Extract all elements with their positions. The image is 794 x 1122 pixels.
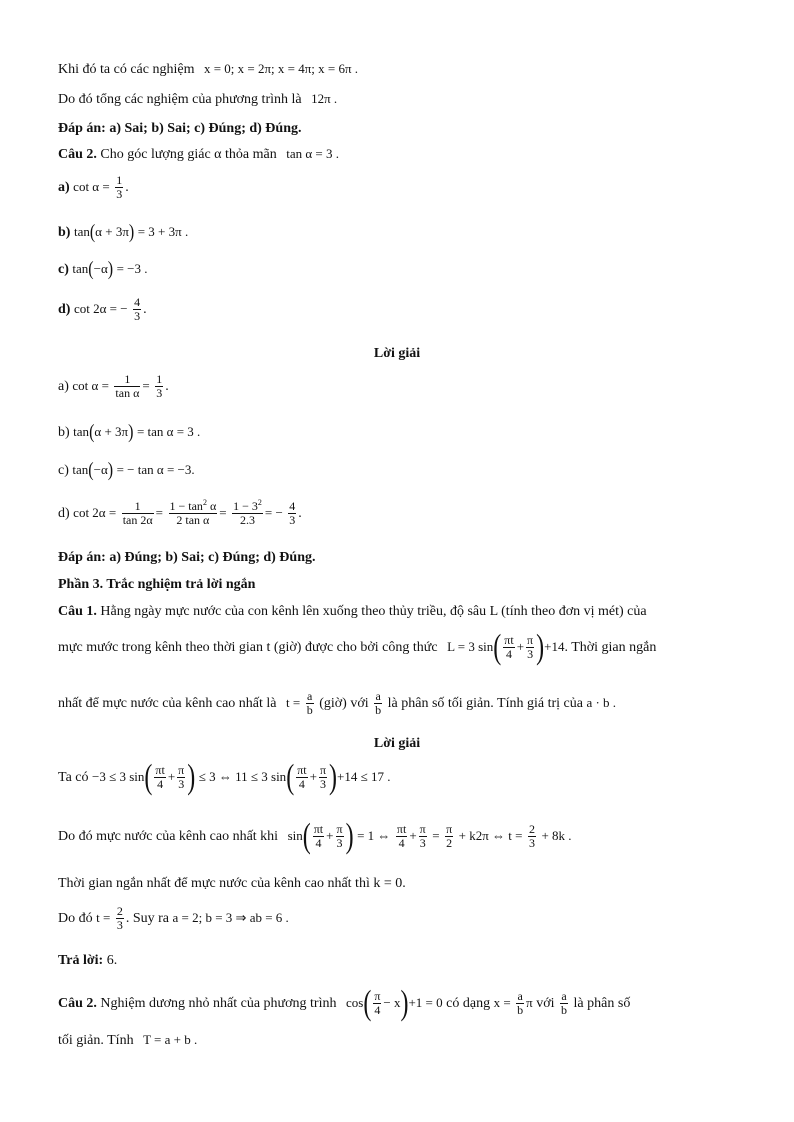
- sum-of-roots-line: Do đó tổng các nghiệm của phương trình là 12π .: [58, 91, 338, 107]
- fraction: $\frac{\pi t}{4}$: [155, 763, 165, 792]
- fraction: $\frac{\pi}{2}$: [446, 822, 453, 851]
- solution-1-line-2: Do đó mực nước của kênh cao nhất khi sin( $\frac{\pi t}{4}$ + $\frac{\pi}{3}$ ) = 1 ⇔ $\frac{\pi t}{4}$ + $\frac{\pi}{3}$ = $\frac{\pi}{2}$ + k2π ⇔ t = $\frac{2}{3}$ + 8k .: [58, 817, 572, 856]
- fraction: $\frac{\pi t}{4}$: [504, 633, 514, 662]
- part3-question-1-line-2: mực mước trong kênh theo thời gian t (giờ) được cho bởi công thức L = 3 sin( $\frac{\pi t}{4}$ + $\frac{\pi}{3}$ )+14. Thời gian ngắn: [58, 628, 657, 667]
- fraction: $\frac{\pi}{3}$: [319, 763, 326, 792]
- solution-roots-line: Khi đó ta có các nghiệm x = 0; x = 2π; x = 4π; x = 6π .: [58, 61, 359, 77]
- fraction: $\frac{a}{b}$: [375, 689, 382, 718]
- part3-question-1-line-3: nhất để mực nước của kênh cao nhất là t = $\frac{a}{b}$ (giờ) với $\frac{a}{b}$ là phân số tối giản. Tính giá trị của a · b .: [58, 689, 617, 718]
- answer-line-2: Đáp án: a) Đúng; b) Sai; c) Đúng; d) Đúng.: [58, 550, 316, 565]
- fraction: $\frac{\pi}{3}$: [336, 822, 343, 851]
- question-2-header: Câu 2. Cho góc lượng giác α thỏa mãn tan α = 3 .: [58, 146, 339, 162]
- fraction: $\frac{1 - 3^2}{2.3}$: [233, 498, 262, 528]
- solution-a: a) cot α = $\frac{1}{\text{tan α}}$ = $\frac{1}{3}$ .: [58, 372, 169, 401]
- fraction: $\frac{\pi t}{4}$: [313, 822, 324, 851]
- fraction: $\frac{a}{b}$: [561, 989, 568, 1018]
- solution-1-line-4: Do đó t = $\frac{2}{3}$ . Suy ra a = 2; b = 3 ⇒ ab = 6 .: [58, 904, 289, 933]
- fraction: $\frac{a}{b}$: [306, 689, 313, 718]
- solution-heading-1: Lời giải: [373, 346, 421, 361]
- fraction: $\frac{2}{3}$: [528, 822, 535, 851]
- option-b: b) tan(α + 3π) = 3 + 3π .: [58, 221, 189, 243]
- part-3-heading: Phần 3. Trắc nghiệm trả lời ngắn: [58, 577, 256, 592]
- solution-heading-2: Lời giải: [373, 736, 421, 751]
- fraction: $\frac{\pi}{3}$: [527, 633, 534, 662]
- solution-b: b) tan(α + 3π) = tan α = 3 .: [58, 421, 201, 443]
- fraction: $\frac{1 - \tan^2 \alpha}{\text{2 tan α}}$: [169, 498, 217, 528]
- fraction: $\frac{\pi}{3}$: [419, 822, 426, 851]
- fraction: $\frac{\pi}{3}$: [178, 763, 185, 792]
- solution-1-line-3: Thời gian ngắn nhất để mực nước của kênh cao nhất thì k = 0.: [58, 876, 406, 891]
- solution-c: c) tan(−α) = − tan α = −3.: [58, 459, 195, 481]
- fraction: $\frac{1}{\tan 2\alpha}$: [122, 499, 153, 528]
- part3-question-2-line-1: Câu 2. Nghiệm dương nhỏ nhất của phương trình cos( $\frac{\pi}{4}$ − x)+1 = 0 có dạng x = $\frac{a}{b}$ π với $\frac{a}{b}$ là phân số: [58, 984, 631, 1023]
- solution-d: d) cot 2α = $\frac{1}{\tan 2\alpha}$ = $\frac{1 - \tan^2 \alpha}{\text{2 tan α}}$ = $\frac{1 - 3^2}{2.3}$ = − $\frac{4}{3}$ .: [58, 498, 302, 528]
- fraction: $\frac{1}{\text{tan α}}$: [115, 372, 140, 401]
- fraction: $\frac{\pi}{4}$: [374, 989, 381, 1018]
- option-a: a) cot α = $\frac{1}{3}$ .: [58, 173, 129, 202]
- answer-reply: Trả lời: 6.: [58, 953, 118, 968]
- fraction: $\frac{a}{b}$: [517, 989, 524, 1018]
- part3-question-2-line-2: tối giản. Tính T = a + b .: [58, 1032, 198, 1048]
- fraction: $\frac{\pi t}{4}$: [297, 763, 307, 792]
- solution-1-line-1: Ta có −3 ≤ 3 sin( $\frac{\pi t}{4}$ + $\frac{\pi}{3}$ ) ≤ 3 ⇔ 11 ≤ 3 sin( $\frac{\pi t}{4}$ + $\frac{\pi}{3}$ )+14 ≤ 17 .: [58, 758, 391, 797]
- fraction: $\frac{1}{3}$: [156, 372, 163, 401]
- fraction: $\frac{2}{3}$: [116, 904, 123, 933]
- option-c: c) tan(−α) = −3 .: [58, 258, 148, 280]
- fraction: $\frac{1}{3}$: [116, 173, 123, 202]
- fraction: $\frac{4}{3}$: [289, 499, 296, 528]
- fraction: $\frac{4}{3}$: [134, 295, 141, 324]
- answer-line-1: Đáp án: a) Sai; b) Sai; c) Đúng; d) Đúng.: [58, 121, 302, 136]
- option-d: d) cot 2α = − $\frac{4}{3}$ .: [58, 295, 147, 324]
- part3-question-1-line-1: Câu 1. Hằng ngày mực nước của con kênh lên xuống theo thủy triều, độ sâu L (tính theo đơn vị mét) của: [58, 604, 647, 619]
- fraction: $\frac{\pi t}{4}$: [396, 822, 407, 851]
